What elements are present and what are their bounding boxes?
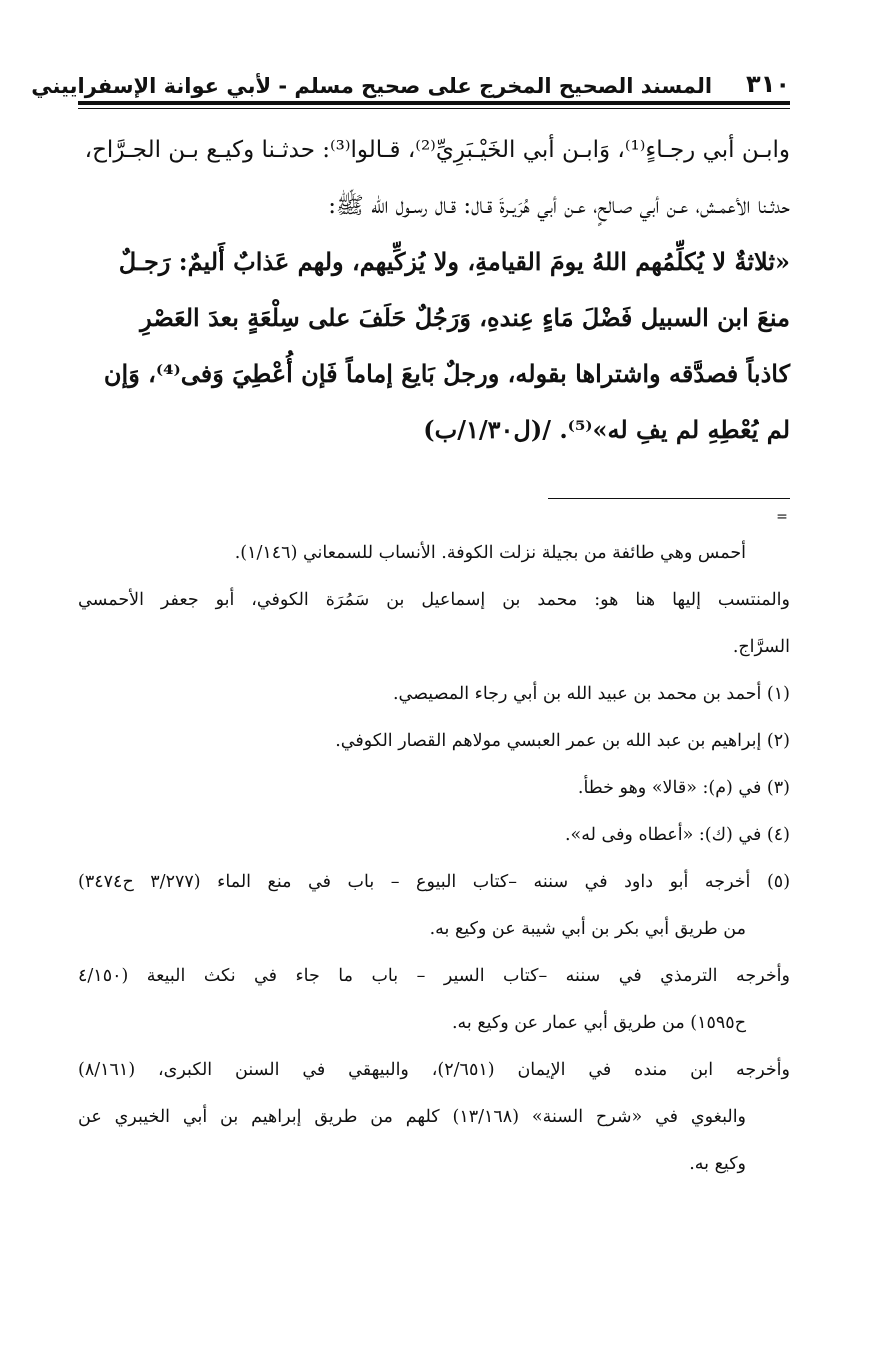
running-title: المسند الصحيح المخرج على صحيح مسلم - لأبي عوانة الإسفراييني — [31, 74, 713, 98]
page-number: ٣١٠ — [746, 70, 790, 98]
footnote-line: (٢) إبراهيم بن عبد الله بن عمر العبسي مولاهم القصار الكوفي. — [335, 731, 790, 751]
footnote-line: والمنتسب إليها هنا هو: محمد بن إسماعيل بن سَمُرَة الكوفي، أبو جعفر الأحمسي — [78, 590, 790, 610]
header-rule-thin — [78, 108, 790, 109]
footnote-line: (٤) في (ك): «أعطاه وفى له». — [564, 825, 790, 845]
footnote-separator — [548, 498, 790, 499]
footnote-line: وأخرجه الترمذي في سننه –كتاب السير – باب ما جاء في نكث البيعة (٤/١٥٠ — [78, 966, 790, 986]
hadith-text-line: «ثلاثةٌ لا يُكلِّمُهم اللهُ يومَ القيامةِ، ولا يُزكِّيهم، ولهم عَذابٌ أَليمٌ: رَجـلٌ — [118, 247, 790, 276]
header-rule-thick — [78, 101, 790, 105]
footnote-line: (٥) أخرجه أبو داود في سننه –كتاب البيوع – باب في منع الماء (٣/٢٧٧ ح٣٤٧٤) — [78, 872, 791, 892]
footnote-line: وأخرجه ابن منده في الإيمان (٢/٦٥١)، والبيهقي في السنن الكبرى، (٨/١٦١) — [78, 1060, 790, 1080]
main-text-line: حدثـنا الأعمـش، عـن أبي صـالحٍ، عـن أبي هُرَيـرةَ قـال: قـال رسـول الله ﷺ: — [328, 193, 790, 219]
footnote-line: ح١٥٩٥) من طريق أبي عمار عن وكيع به. — [451, 1013, 746, 1033]
hadith-text-line: كاذباً فصدَّقه واشتراها بقوله، ورجلٌ بَايعَ إماماً فَإن أُعْطِيَ وَفى⁽⁴⁾، وَإن — [103, 359, 790, 388]
footnote-line: والبغوي في «شرح السنة» (١٣/١٦٨) كلهم من طريق إبراهيم بن أبي الخيبري عن — [78, 1107, 747, 1127]
footnotes — [78, 530, 790, 1188]
page-header — [31, 62, 790, 98]
footnote-continuation-mark: = — [776, 509, 788, 525]
main-text — [78, 122, 790, 458]
footnote-line: أحمس وهي طائفة من بجيلة نزلت الكوفة. الأنساب للسمعاني (١/١٤٦). — [234, 543, 746, 563]
footnote-line: من طريق أبي بكر بن أبي شيبة عن وكيع به. — [429, 919, 746, 939]
main-text-line: وابـن أبي رجـاءٍ⁽¹⁾، وَابـن أبي الخَيْـبَرِيِّ⁽²⁾، قـالوا⁽³⁾: حدثـنا وكيـع بـن الجـرَّاح، — [84, 137, 790, 163]
hadith-text-line: لم يُعْطِهِ لم يفِ له»⁽⁵⁾. /(ل١/٣٠/ب) — [423, 415, 790, 444]
footnote-line: (١) أحمد بن محمد بن عبيد الله بن أبي رجاء المصيصي. — [392, 684, 790, 704]
footnote-line: (٣) في (م): «قالا» وهو خطأ. — [577, 778, 790, 798]
hadith-text-line: منعَ ابن السبيل فَضْلَ مَاءٍ عِندهِ، وَرَجُلٌ حَلَفَ على سِلْعَةٍ بعدَ العَصْرِ — [140, 303, 790, 332]
footnote-line: السرَّاج. — [732, 637, 790, 657]
footnote-line: وكيع به. — [689, 1154, 746, 1174]
